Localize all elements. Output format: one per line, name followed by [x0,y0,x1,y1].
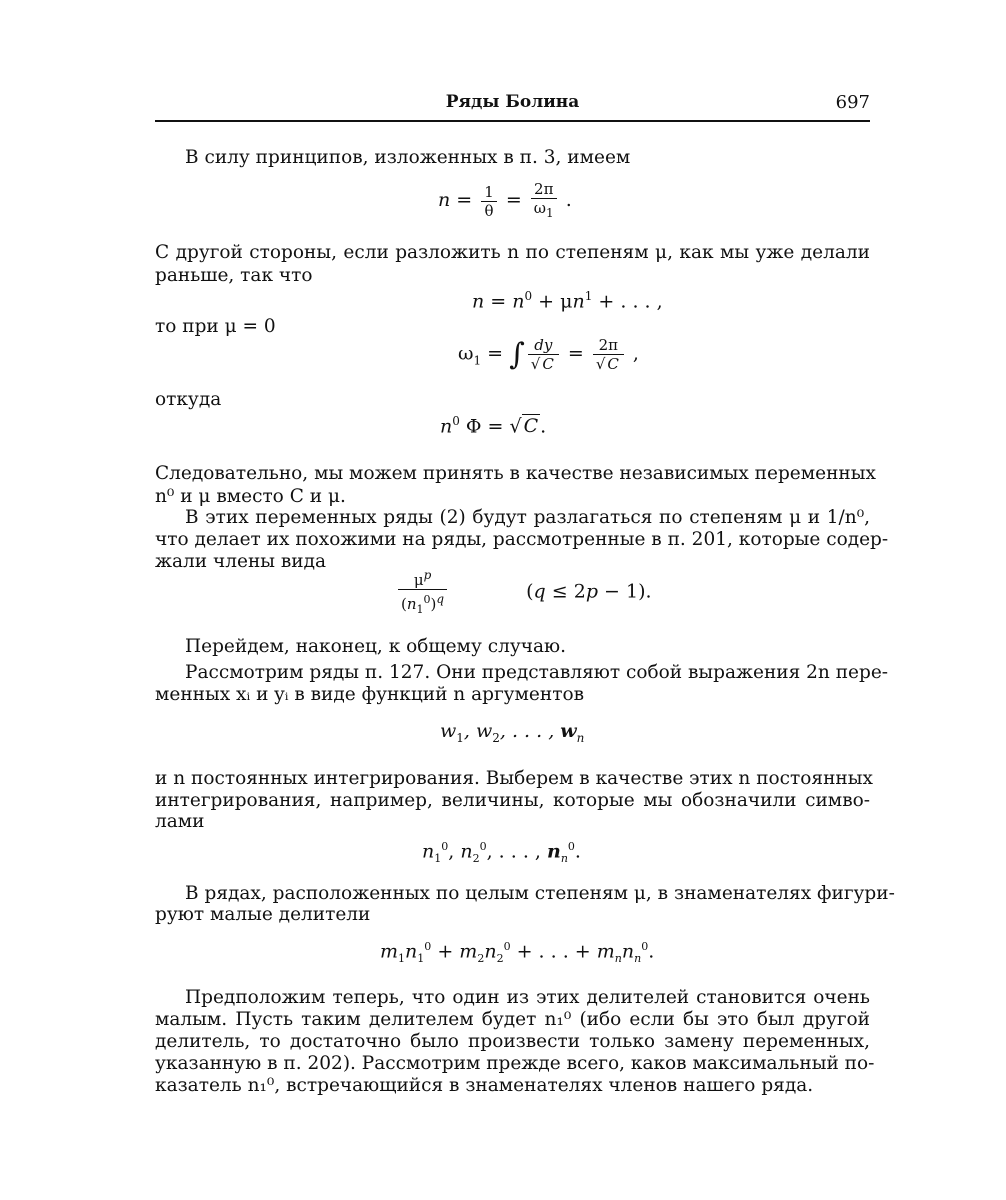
text-line: интегрирования, например, величины, которые мы обозначили симво- [155,790,870,811]
text-line: Следовательно, мы можем принять в качестве независимых переменных [155,463,876,484]
text-line: В рядах, расположенных по целым степеням μ, в знаменателях фигури- [185,883,895,904]
text-line: указанную в п. 202). Рассмотрим прежде всего, каков максимальный по- [155,1053,875,1074]
formula-arguments: $w_1$, $w_2$, . . . , $w_n$ [440,720,585,745]
text-line: n⁰ и μ вместо C и μ. [155,486,346,507]
text-line: делитель, то достаточно было произвести только замену переменных, [155,1031,870,1052]
text-line: и n постоянных интегрирования. Выберем в качестве этих n постоянных [155,768,873,789]
running-title: Ряды Болина [445,92,580,112]
text-line: Перейдем, наконец, к общему случаю. [185,636,566,657]
text-line: лами [155,811,205,832]
text-line: В силу принципов, изложенных в п. 3, имеем [185,147,631,168]
text-line: Предположим теперь, что один из этих делителей становится очень [185,987,870,1008]
text-line: казатель n₁⁰, встречающийся в знаменателях членов нашего ряда. [155,1075,814,1096]
text-line: В этих переменных ряды (2) будут разлагаться по степеням μ и 1/n⁰, [185,507,870,528]
text-line: откуда [155,389,222,410]
formula-omega-integral: $\omega_1$ = ∫ $\frac{dy}{√ C}$ = $\frac{2\pi}{√ C}$ , [458,336,639,373]
page-number: 697 [835,92,870,113]
text-line: что делает их похожими на ряды, рассмотренные в п. 201, которые содер- [155,529,889,550]
text-line: жали члены вида [155,551,327,572]
text-line: С другой стороны, если разложить n по степеням μ, как мы уже делали [155,242,870,263]
formula-constants: $n_1^0$, $n_2^0$, . . . , $n_n^0$. [422,840,581,866]
running-header [155,92,870,116]
formula-n-definition: n = $\frac{1}{\theta}$ = $\frac{2\pi}{\omega_1}$ . [438,180,572,220]
text-line: малым. Пусть таким делителем будет n₁⁰ (ибо если бы это был другой [155,1009,870,1030]
text-line: раньше, так что [155,265,313,286]
header-rule [155,120,870,122]
text-line: руют малые делители [155,904,371,925]
formula-term-form: $\frac{\mu^p}{(n_1^0)^q}$ (q ≤ 2p − 1). [395,566,652,619]
text-line: менных xᵢ и yᵢ в виде функций n аргументов [155,684,584,705]
formula-n-series: $n = n^0 + \mu n^1$ + . . . , [472,289,663,313]
formula-n0-phi: $n^0$ Φ = √ C . [440,414,547,438]
formula-small-divisors: $m_1n_1^0 + m_2n_2^0$ + . . . + $m_nn_n^0$. [380,940,655,966]
text-line: то при μ = 0 [155,316,276,337]
text-line: Рассмотрим ряды п. 127. Они представляют собой выражения 2n пере- [185,662,889,683]
